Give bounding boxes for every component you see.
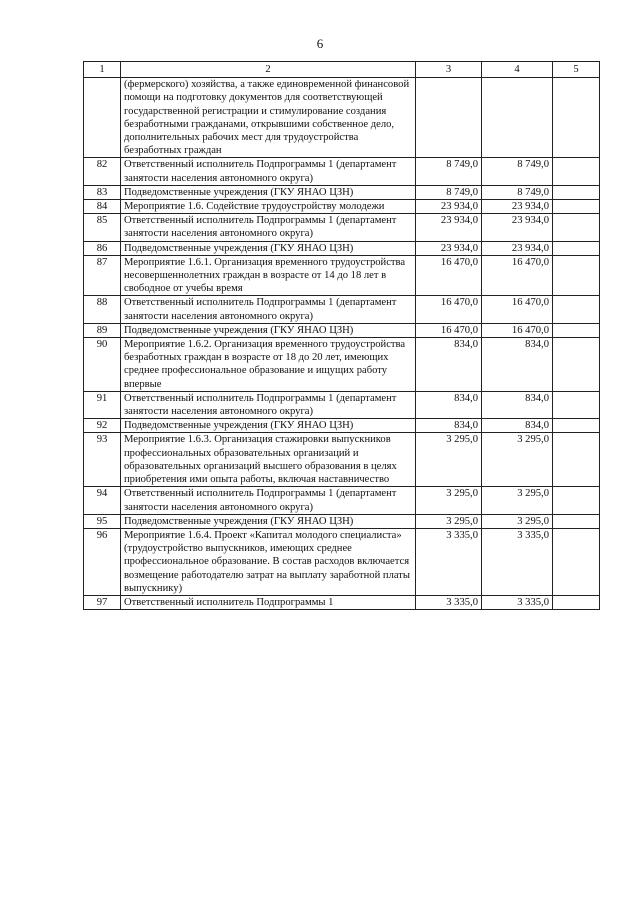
row-value-col4: 3 295,0 <box>482 514 553 528</box>
row-value-col4: 3 335,0 <box>482 528 553 595</box>
row-number: 87 <box>84 255 121 296</box>
header-row <box>84 62 600 78</box>
row-value-col5 <box>553 241 600 255</box>
row-name: Мероприятие 1.6.4. Проект «Капитал молодого специалиста» (трудоустройство выпускников, имеющих среднее профессиональное образование. В состав расходов включается возмещение работодателю затрат на выплату заработной платы выпускнику) <box>121 528 416 595</box>
row-value-col3: 3 295,0 <box>416 514 482 528</box>
row-value-col4: 16 470,0 <box>482 296 553 323</box>
row-value-col4: 834,0 <box>482 391 553 418</box>
row-value-col3: 3 335,0 <box>416 528 482 595</box>
row-name: Подведомственные учреждения (ГКУ ЯНАО ЦЗН) <box>121 323 416 337</box>
table-row <box>84 200 600 214</box>
row-value-col3: 834,0 <box>416 419 482 433</box>
row-value-col3: 3 295,0 <box>416 487 482 514</box>
row-value-col3: 23 934,0 <box>416 241 482 255</box>
row-name: Ответственный исполнитель Подпрограммы 1 (департамент занятости населения автономного округа) <box>121 296 416 323</box>
row-number: 95 <box>84 514 121 528</box>
row-value-col3 <box>416 78 482 158</box>
row-name: Подведомственные учреждения (ГКУ ЯНАО ЦЗН) <box>121 419 416 433</box>
row-number: 96 <box>84 528 121 595</box>
row-name: Подведомственные учреждения (ГКУ ЯНАО ЦЗН) <box>121 241 416 255</box>
column-header-1: 1 <box>84 62 121 78</box>
table-header <box>84 62 600 78</box>
row-value-col4: 16 470,0 <box>482 323 553 337</box>
row-value-col4: 23 934,0 <box>482 241 553 255</box>
row-value-col3: 8 749,0 <box>416 158 482 185</box>
column-header-4: 4 <box>482 62 553 78</box>
row-value-col4: 834,0 <box>482 419 553 433</box>
table-row <box>84 78 600 158</box>
table-row <box>84 241 600 255</box>
row-value-col5 <box>553 78 600 158</box>
row-value-col4: 8 749,0 <box>482 158 553 185</box>
row-value-col3: 16 470,0 <box>416 255 482 296</box>
table-row <box>84 323 600 337</box>
row-name: Мероприятие 1.6.1. Организация временного трудоустройства несовершеннолетних граждан в возрасте от 14 до 18 лет в свободное от учебы время <box>121 255 416 296</box>
row-value-col5 <box>553 296 600 323</box>
row-name: Ответственный исполнитель Подпрограммы 1 (департамент занятости населения автономного округа) <box>121 487 416 514</box>
table-row <box>84 255 600 296</box>
row-name: Ответственный исполнитель Подпрограммы 1 (департамент занятости населения автономного округа) <box>121 391 416 418</box>
row-value-col3: 3 295,0 <box>416 433 482 487</box>
row-name: Подведомственные учреждения (ГКУ ЯНАО ЦЗН) <box>121 185 416 199</box>
table-row <box>84 338 600 392</box>
row-value-col5 <box>553 433 600 487</box>
row-value-col3: 16 470,0 <box>416 323 482 337</box>
table-row <box>84 528 600 595</box>
column-header-5: 5 <box>553 62 600 78</box>
row-value-col5 <box>553 391 600 418</box>
row-number: 89 <box>84 323 121 337</box>
table-row <box>84 433 600 487</box>
row-value-col3: 23 934,0 <box>416 214 482 241</box>
row-value-col5 <box>553 338 600 392</box>
row-value-col4: 23 934,0 <box>482 214 553 241</box>
row-value-col4: 834,0 <box>482 338 553 392</box>
row-name: (фермерского) хозяйства, а также единовременной финансовой помощи на подготовку документов для соответствующей государственной регистрации и стимулирование создания безработными гражданами, открывшими собственное дело, дополнительных рабочих мест для трудоустройства безработных граждан <box>121 78 416 158</box>
table-row <box>84 214 600 241</box>
row-value-col3: 16 470,0 <box>416 296 482 323</box>
row-name: Ответственный исполнитель Подпрограммы 1 (департамент занятости населения автономного округа) <box>121 214 416 241</box>
row-value-col4: 3 295,0 <box>482 433 553 487</box>
row-number <box>84 78 121 158</box>
row-number: 94 <box>84 487 121 514</box>
row-value-col4: 3 335,0 <box>482 595 553 609</box>
row-value-col3: 23 934,0 <box>416 200 482 214</box>
row-name: Мероприятие 1.6. Содействие трудоустройству молодежи <box>121 200 416 214</box>
table-body <box>84 78 600 610</box>
row-value-col3: 834,0 <box>416 338 482 392</box>
row-number: 97 <box>84 595 121 609</box>
row-value-col4: 8 749,0 <box>482 185 553 199</box>
row-name: Мероприятие 1.6.3. Организация стажировки выпускников профессиональных образовательных организаций и образовательных организаций высшего образования в целях приобретения ими опыта работы, включая наставничество <box>121 433 416 487</box>
row-number: 91 <box>84 391 121 418</box>
row-number: 93 <box>84 433 121 487</box>
row-name: Ответственный исполнитель Подпрограммы 1 <box>121 595 416 609</box>
budget-table <box>83 61 600 610</box>
row-value-col5 <box>553 158 600 185</box>
row-value-col3: 834,0 <box>416 391 482 418</box>
column-header-2: 2 <box>121 62 416 78</box>
table-row <box>84 391 600 418</box>
row-number: 86 <box>84 241 121 255</box>
row-number: 82 <box>84 158 121 185</box>
row-name: Мероприятие 1.6.2. Организация временного трудоустройства безработных граждан в возрасте от 18 до 20 лет, имеющих среднее профессиональное образование и ищущих работу впервые <box>121 338 416 392</box>
row-value-col4: 16 470,0 <box>482 255 553 296</box>
row-value-col4: 3 295,0 <box>482 487 553 514</box>
table-row <box>84 595 600 609</box>
row-value-col5 <box>553 255 600 296</box>
row-number: 85 <box>84 214 121 241</box>
row-value-col5 <box>553 528 600 595</box>
row-number: 84 <box>84 200 121 214</box>
row-number: 83 <box>84 185 121 199</box>
row-value-col5 <box>553 214 600 241</box>
table-row <box>84 158 600 185</box>
row-value-col5 <box>553 514 600 528</box>
row-value-col5 <box>553 487 600 514</box>
table-row <box>84 419 600 433</box>
row-number: 88 <box>84 296 121 323</box>
page-number: 6 <box>316 36 324 51</box>
row-value-col4: 23 934,0 <box>482 200 553 214</box>
row-value-col5 <box>553 185 600 199</box>
row-value-col5 <box>553 419 600 433</box>
row-value-col3: 3 335,0 <box>416 595 482 609</box>
row-name: Подведомственные учреждения (ГКУ ЯНАО ЦЗН) <box>121 514 416 528</box>
row-value-col3: 8 749,0 <box>416 185 482 199</box>
table-row <box>84 185 600 199</box>
row-value-col5 <box>553 595 600 609</box>
column-header-3: 3 <box>416 62 482 78</box>
row-number: 92 <box>84 419 121 433</box>
row-value-col4 <box>482 78 553 158</box>
row-value-col5 <box>553 200 600 214</box>
row-number: 90 <box>84 338 121 392</box>
table-row <box>84 514 600 528</box>
row-name: Ответственный исполнитель Подпрограммы 1 (департамент занятости населения автономного округа) <box>121 158 416 185</box>
row-value-col5 <box>553 323 600 337</box>
table-row <box>84 296 600 323</box>
table-row <box>84 487 600 514</box>
